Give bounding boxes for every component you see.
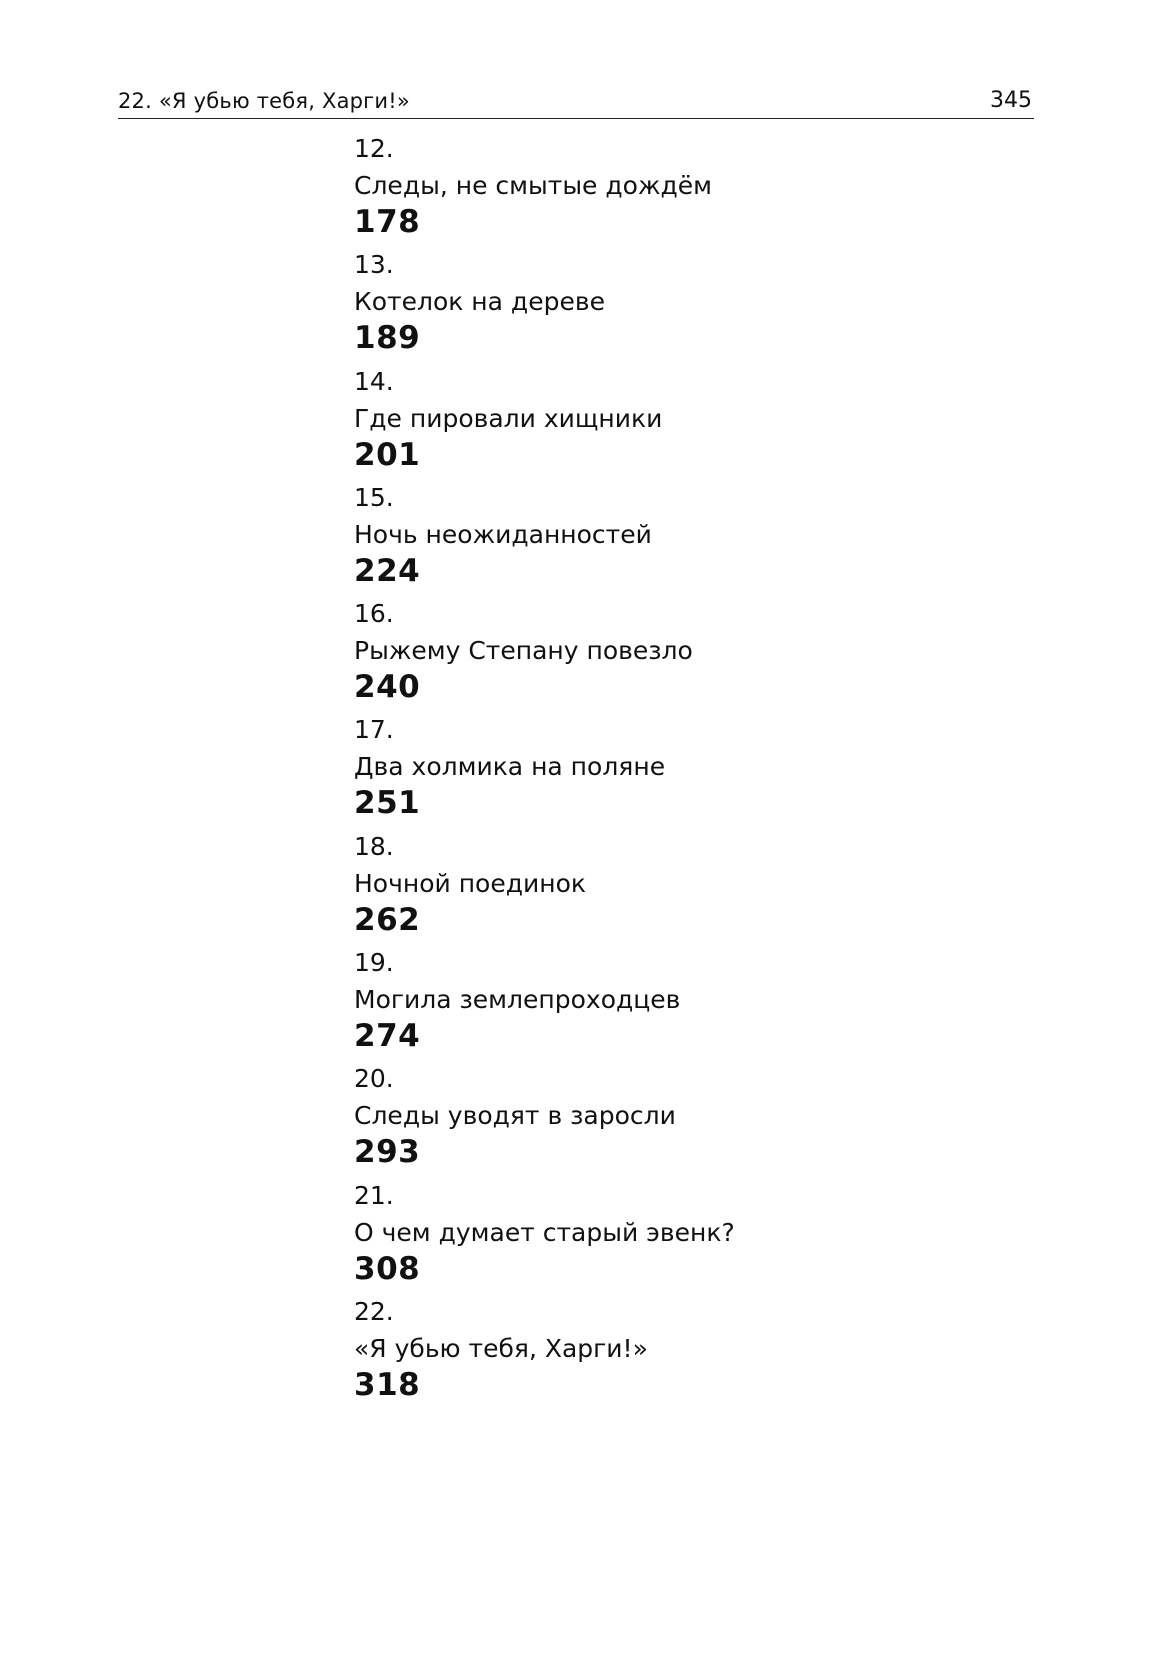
chapter-title: Следы уводят в заросли	[354, 1101, 676, 1131]
chapter-page-number: 318	[354, 1366, 421, 1403]
chapter-page-number: 308	[354, 1250, 421, 1287]
toc-entry	[354, 134, 974, 250]
chapter-title: Котелок на дереве	[354, 287, 605, 317]
toc-entry	[354, 715, 974, 831]
chapter-number: 21.	[354, 1180, 394, 1210]
chapter-number: 14.	[354, 366, 394, 396]
chapter-title: Рыжему Степану повезло	[354, 636, 693, 666]
chapter-page-number: 240	[354, 669, 421, 706]
chapter-title: Ночной поединок	[354, 868, 586, 898]
chapter-title: Ночь неожиданностей	[354, 519, 652, 549]
chapter-page-number: 201	[354, 436, 421, 473]
chapter-page-number: 178	[354, 204, 421, 240]
chapter-number: 16.	[354, 599, 394, 629]
running-header	[118, 88, 1034, 119]
chapter-page-number: 274	[354, 1018, 421, 1055]
chapter-title: «Я убью тебя, Харги!»	[354, 1333, 648, 1363]
chapter-title: Два холмика на поляне	[354, 752, 666, 782]
toc-entry	[354, 1297, 974, 1413]
chapter-number: 22.	[354, 1296, 394, 1326]
toc-entry	[354, 1181, 974, 1297]
chapter-number: 18.	[354, 831, 394, 861]
chapter-number: 20.	[354, 1064, 394, 1094]
chapter-title: Могила землепроходцев	[354, 985, 681, 1015]
toc-entry	[354, 250, 974, 366]
chapter-number: 17.	[354, 715, 394, 745]
toc-entry	[354, 1064, 974, 1180]
chapter-page-number: 262	[354, 901, 421, 938]
running-header-title: 22. «Я убью тебя, Харги!»	[118, 89, 410, 113]
toc-entry	[354, 483, 974, 599]
toc-entry	[354, 948, 974, 1064]
chapter-number: 19.	[354, 948, 394, 978]
table-of-contents	[354, 134, 974, 1413]
chapter-page-number: 224	[354, 552, 421, 589]
chapter-title: О чем думает старый эвенк?	[354, 1217, 735, 1247]
chapter-page-number: 251	[354, 785, 421, 822]
toc-entry	[354, 832, 974, 948]
toc-entry	[354, 599, 974, 715]
toc-entry	[354, 367, 974, 483]
chapter-title: Следы, не смытые дождём	[354, 171, 713, 200]
chapter-page-number: 293	[354, 1134, 421, 1171]
chapter-title: Где пировали хищники	[354, 403, 663, 433]
chapter-number: 12.	[354, 134, 394, 163]
chapter-number: 15.	[354, 482, 394, 512]
chapter-number: 13.	[354, 250, 394, 280]
page-number: 345	[990, 88, 1032, 113]
chapter-page-number: 189	[354, 320, 421, 357]
